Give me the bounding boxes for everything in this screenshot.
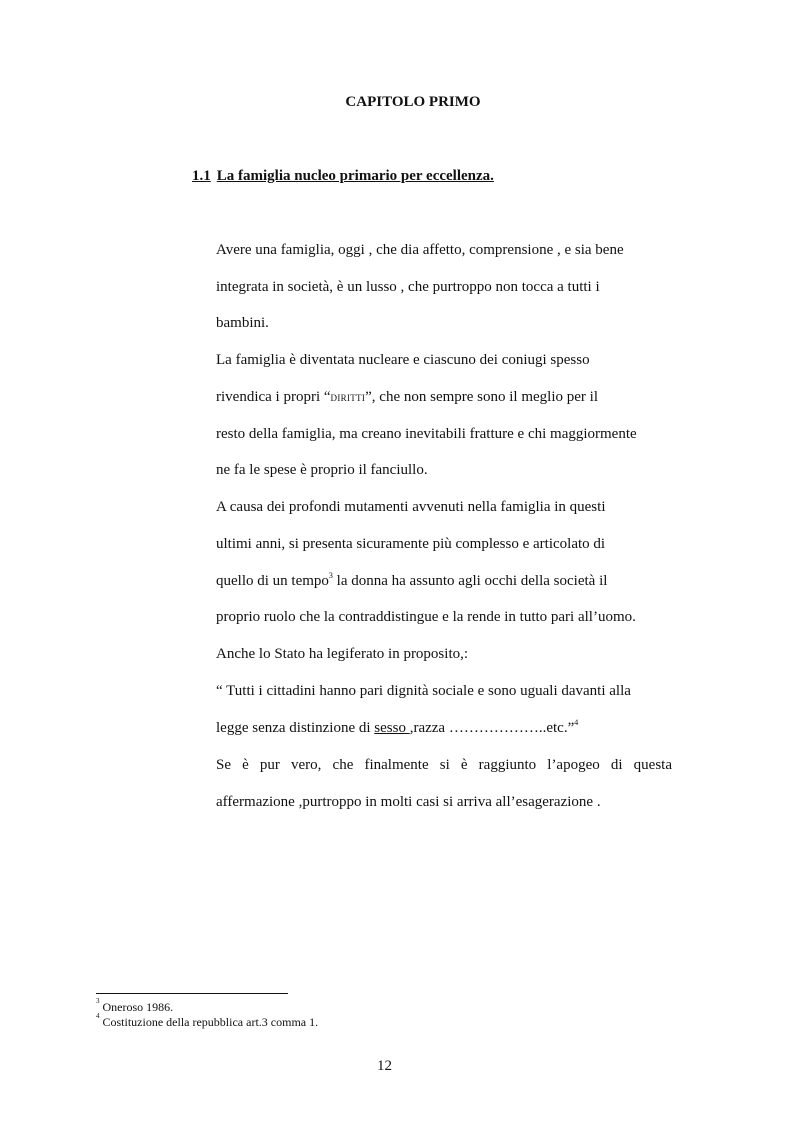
footnote-text: Oneroso 1986. bbox=[99, 1000, 174, 1014]
body-line bbox=[216, 389, 598, 406]
body-text: rivendica i propri “ bbox=[216, 389, 331, 405]
body-text: legge senza distinzione di bbox=[216, 720, 375, 736]
footnote bbox=[96, 1012, 319, 1030]
page-number: 12 bbox=[377, 1058, 392, 1074]
body-line: resto della famiglia, ma creano inevitabili fratture e chi maggiormente bbox=[216, 426, 637, 442]
body-line: ultimi anni, si presenta sicuramente più complesso e articolato di bbox=[216, 536, 606, 552]
section-title: La famiglia nucleo primario per eccellenza. bbox=[216, 168, 494, 184]
body-line: A causa dei profondi mutamenti avvenuti nella famiglia in questi bbox=[216, 499, 606, 515]
footnote-ref-3: 3 bbox=[328, 571, 333, 580]
body-text: la donna ha assunto agli occhi della società il bbox=[332, 573, 608, 589]
section-heading bbox=[192, 168, 494, 185]
body-text: ”, che non sempre sono il meglio per il bbox=[365, 389, 598, 405]
body-line: ne fa le spese è proprio il fanciullo. bbox=[216, 462, 428, 478]
underlined-word: sesso bbox=[374, 720, 410, 736]
footnote-text: Costituzione della repubblica art.3 comma 1. bbox=[99, 1015, 319, 1029]
body-line: “ Tutti i cittadini hanno pari dignità sociale e sono uguali davanti alla bbox=[216, 683, 631, 699]
footnote-ref-4: 4 bbox=[574, 718, 579, 727]
section-number: 1.1 bbox=[192, 168, 211, 184]
body-line: Anche lo Stato ha legiferato in proposito,: bbox=[216, 646, 469, 662]
chapter-heading: CAPITOLO PRIMO bbox=[345, 94, 481, 110]
footnote-mark: 3 bbox=[96, 997, 100, 1005]
body-line: Se è pur vero, che finalmente si è raggiunto l’apogeo di questa bbox=[216, 757, 672, 773]
body-text: quello di un tempo bbox=[216, 573, 329, 589]
body-line: integrata in società, è un lusso , che purtroppo non tocca a tutti i bbox=[216, 279, 600, 295]
diritti-smallcaps: diritti bbox=[330, 389, 366, 404]
footnote-mark: 4 bbox=[96, 1012, 100, 1020]
body-line: La famiglia è diventata nucleare e ciascuno dei coniugi spesso bbox=[216, 352, 590, 368]
body-line bbox=[216, 720, 578, 737]
body-line: affermazione ,purtroppo in molti casi si arriva all’esagerazione . bbox=[216, 794, 601, 810]
body-line: proprio ruolo che la contraddistingue e la rende in tutto pari all’uomo. bbox=[216, 609, 636, 625]
body-line bbox=[216, 573, 607, 590]
body-line: Avere una famiglia, oggi , che dia affetto, comprensione , e sia bene bbox=[216, 242, 624, 258]
footnote-separator bbox=[96, 993, 288, 994]
body-text: ,razza ………………..etc.” bbox=[409, 720, 575, 736]
body-line: bambini. bbox=[216, 315, 269, 331]
footnote bbox=[96, 997, 174, 1015]
